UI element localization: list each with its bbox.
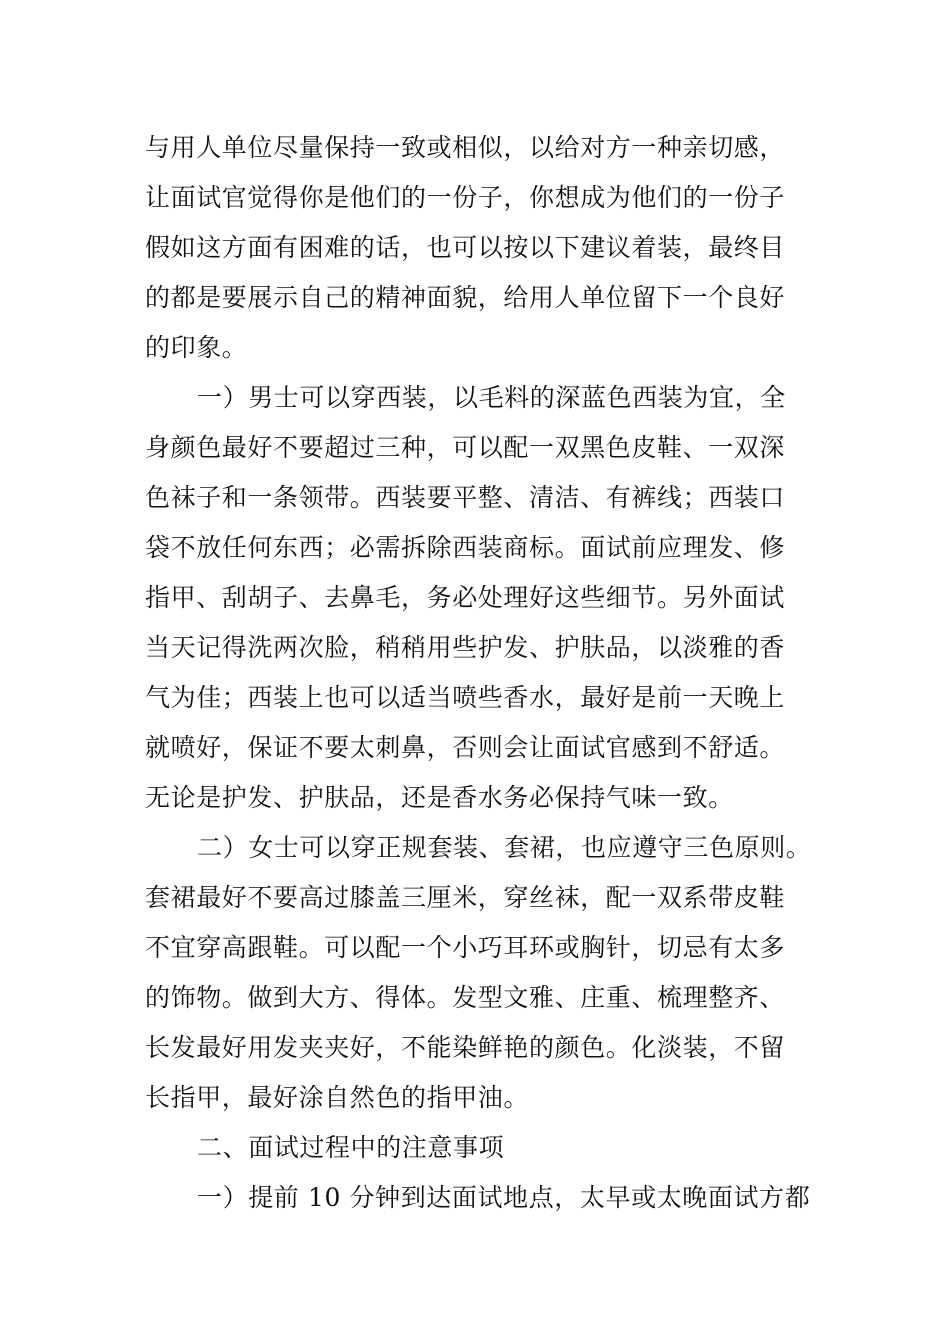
text-line-4: 的都是要展示自己的精神面貌，给用人单位留下一个良好	[145, 283, 786, 312]
section-heading: 二、面试过程中的注意事项	[197, 1133, 505, 1162]
text-line-13: 就喷好，保证不要太刺鼻，否则会让面试官感到不舒适。	[145, 733, 786, 762]
text-line-12: 气为佳；西装上也可以适当喷些香水，最好是前一天晚上	[145, 683, 786, 712]
paragraph-men-start: 一）男士可以穿西装，以毛料的深蓝色西装为宜，全	[197, 383, 786, 412]
paragraph-arrival-start: 一）提前 10 分钟到达面试地点，太早或太晚面试方都	[197, 1183, 811, 1212]
text-line-7: 身颜色最好不要超过三种，可以配一双黑色皮鞋、一双深	[145, 433, 786, 462]
text-line-14: 无论是护发、护肤品，还是香水务必保持气味一致。	[145, 783, 734, 812]
text-line-20: 长指甲，最好涂自然色的指甲油。	[145, 1083, 530, 1112]
text-line-18: 的饰物。做到大方、得体。发型文雅、庄重、梳理整齐、	[145, 983, 786, 1012]
paragraph-women-start: 二）女士可以穿正规套装、套裙，也应遵守三色原则。	[197, 833, 812, 862]
text-line-19: 长发最好用发夹夹好，不能染鲜艳的颜色。化淡装，不留	[145, 1033, 786, 1062]
text-line-1: 与用人单位尽量保持一致或相似，以给对方一种亲切感，	[145, 133, 786, 162]
text-line-9: 袋不放任何东西；必需拆除西装商标。面试前应理发、修	[145, 533, 786, 562]
text-line-2: 让面试官觉得你是他们的一份子，你想成为他们的一份子	[145, 183, 786, 212]
text-line-17: 不宜穿高跟鞋。可以配一个小巧耳环或胸针，切忌有太多	[145, 933, 786, 962]
text-line-11: 当天记得洗两次脸，稍稍用些护发、护肤品，以淡雅的香	[145, 633, 786, 662]
text-line-10: 指甲、刮胡子、去鼻毛，务必处理好这些细节。另外面试	[145, 583, 786, 612]
text-line-8: 色袜子和一条领带。西装要平整、清洁、有裤线；西装口	[145, 483, 786, 512]
text-line-3: 假如这方面有困难的话，也可以按以下建议着装，最终目	[145, 233, 786, 262]
text-line-5: 的印象。	[145, 333, 248, 362]
text-line-16: 套裙最好不要高过膝盖三厘米，穿丝袜，配一双系带皮鞋	[145, 883, 786, 912]
